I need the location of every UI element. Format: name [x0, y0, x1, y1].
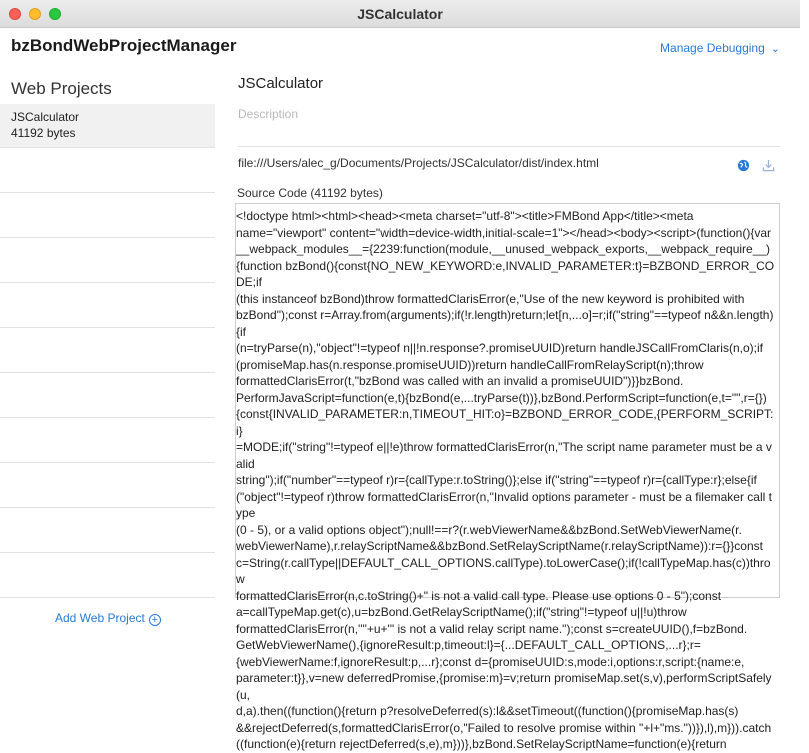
- project-list-item[interactable]: [0, 104, 215, 147]
- list-divider: [0, 327, 215, 328]
- window-title: JSCalculator: [357, 6, 443, 22]
- app-header: [0, 28, 800, 64]
- list-divider: [0, 552, 215, 553]
- list-divider: [0, 417, 215, 418]
- plus-circle-icon: +: [149, 614, 161, 626]
- list-divider: [0, 192, 215, 193]
- sidebar-heading: Web Projects: [11, 79, 112, 98]
- source-code-label: Source Code (41192 bytes): [237, 186, 383, 200]
- project-size: 41192 bytes: [11, 126, 76, 140]
- title-bar: [0, 0, 800, 28]
- list-divider: [0, 282, 215, 283]
- project-name: JSCalculator: [11, 110, 80, 124]
- source-code-area[interactable]: [235, 203, 780, 751]
- sidebar: [0, 64, 215, 638]
- list-divider: [0, 597, 215, 598]
- globe-icon[interactable]: [737, 159, 750, 172]
- divider: [237, 146, 780, 147]
- add-web-project-button[interactable]: [55, 611, 161, 626]
- list-divider: [0, 462, 215, 463]
- manage-debugging-menu[interactable]: [660, 41, 780, 55]
- app-title: bzBondWebProjectManager: [11, 36, 237, 55]
- download-icon[interactable]: [762, 159, 775, 172]
- file-path[interactable]: file:///Users/alec_g/Documents/Projects/JSCalculator/dist/index.html: [238, 156, 599, 170]
- project-title[interactable]: JSCalculator: [238, 75, 324, 92]
- list-divider: [0, 237, 215, 238]
- list-divider: [0, 147, 215, 148]
- list-divider: [0, 507, 215, 508]
- description-field[interactable]: Description: [238, 107, 299, 121]
- manage-debugging-label: Manage Debugging: [660, 41, 765, 55]
- chevron-down-icon: ⌄: [770, 43, 780, 55]
- add-web-project-label: Add Web Project: [55, 611, 145, 625]
- list-divider: [0, 372, 215, 373]
- source-code-text: <!doctype html><html><head><meta charset="utf-8"><title>FMBond App</title><meta name="viewport" content="width=device-width,initial-scale=1"></head><body><script>(function(){var __webpack_modules__={2239:function(module,__unused_webpack_exports,__webpack_require__) {function bzBond(){const{NO_NEW_KEYWORD:e,INVALID_PARAMETER:t}=BZBOND_ERROR_CODE;if (this instanceof bzBond)throw formattedClarisError(e,"Use of the new keyword is prohibited with bzBond");const r=Array.from(arguments);if(!r.length)return;let[n,...o]=r;if("string"==typeof n&&n.length){if (n=tryParse(n),"object"!=typeof n||!n.response?.promiseUUID)return handleJSCallFromClaris(n,o);if (promiseMap.has(n.response.promiseUUID))return handleCallFromRelayScript(n);throw formattedClarisError(t,"bzBond was called with an invalid a promiseUUID")}}bzBond. PerformJavaScript=function(e,t){bzBond(e,...tryParse(t))},bzBond.PerformScript=function(e,t="",r={}) {const{INVALID_PARAMETER:n,TIMEOUT_HIT:o}=BZBOND_ERROR_CODE,{PERFORM_SCRIPT:i} =MODE;if("string"!=typeof e||!e)throw formattedClarisError(n,"The script name parameter must be a valid string");if("number"==typeof r)r={callType:r.toString()};else if("string"==typeof r)r={callType:r};else{if ("object"!=typeof r)throw formattedClarisError(n,"Invalid options parameter - must be a filemaker call type (0 - 5), or a valid options object");null!==r?(r.webViewerName&&bzBond.SetWebViewerName(r. webViewerName),r.relayScriptName&&bzBond.SetRelayScriptName(r.relayScriptName)):r={}}const c=String(r.callType||DEFAULT_CALL_OPTIONS.callType).toLowerCase();if(!callTypeMap.has(c))throw formattedClarisError(n,c.toString()+" is not a valid call type. Please use options 0 - 5");const a=callTypeMap.get(c),u=bzBond.GetRelayScriptName();if("string"!=typeof u||!u)throw formattedClarisError(n,'"'+u+'" is not a valid relay script name.");const s=createUUID(),f=bzBond. GetWebViewerName(),{ignoreResult:p,timeout:l}={...DEFAULT_CALL_OPTIONS,...r};r= {webViewerName:f,ignoreResult:p,...r};const d={promiseUUID:s,mode:i,options:r,script:{name:e, parameter:t}},v=new deferredPromise,{promise:m}=v;return promiseMap.set(s,v),performScriptSafely(u, d,a).then((function(){return p?resolveDeferred(s):l&&setTimeout((function(){promiseMap.has(s) &&rejectDeferred(s,formattedClarisError(o,"Failed to resolve promise within "+l+"ms."))}),l),m})).catch ((function(e){return rejectDeferred(s,e),m}))},bzBond.SetRelayScriptName=function(e){return: [236, 209, 775, 751]
